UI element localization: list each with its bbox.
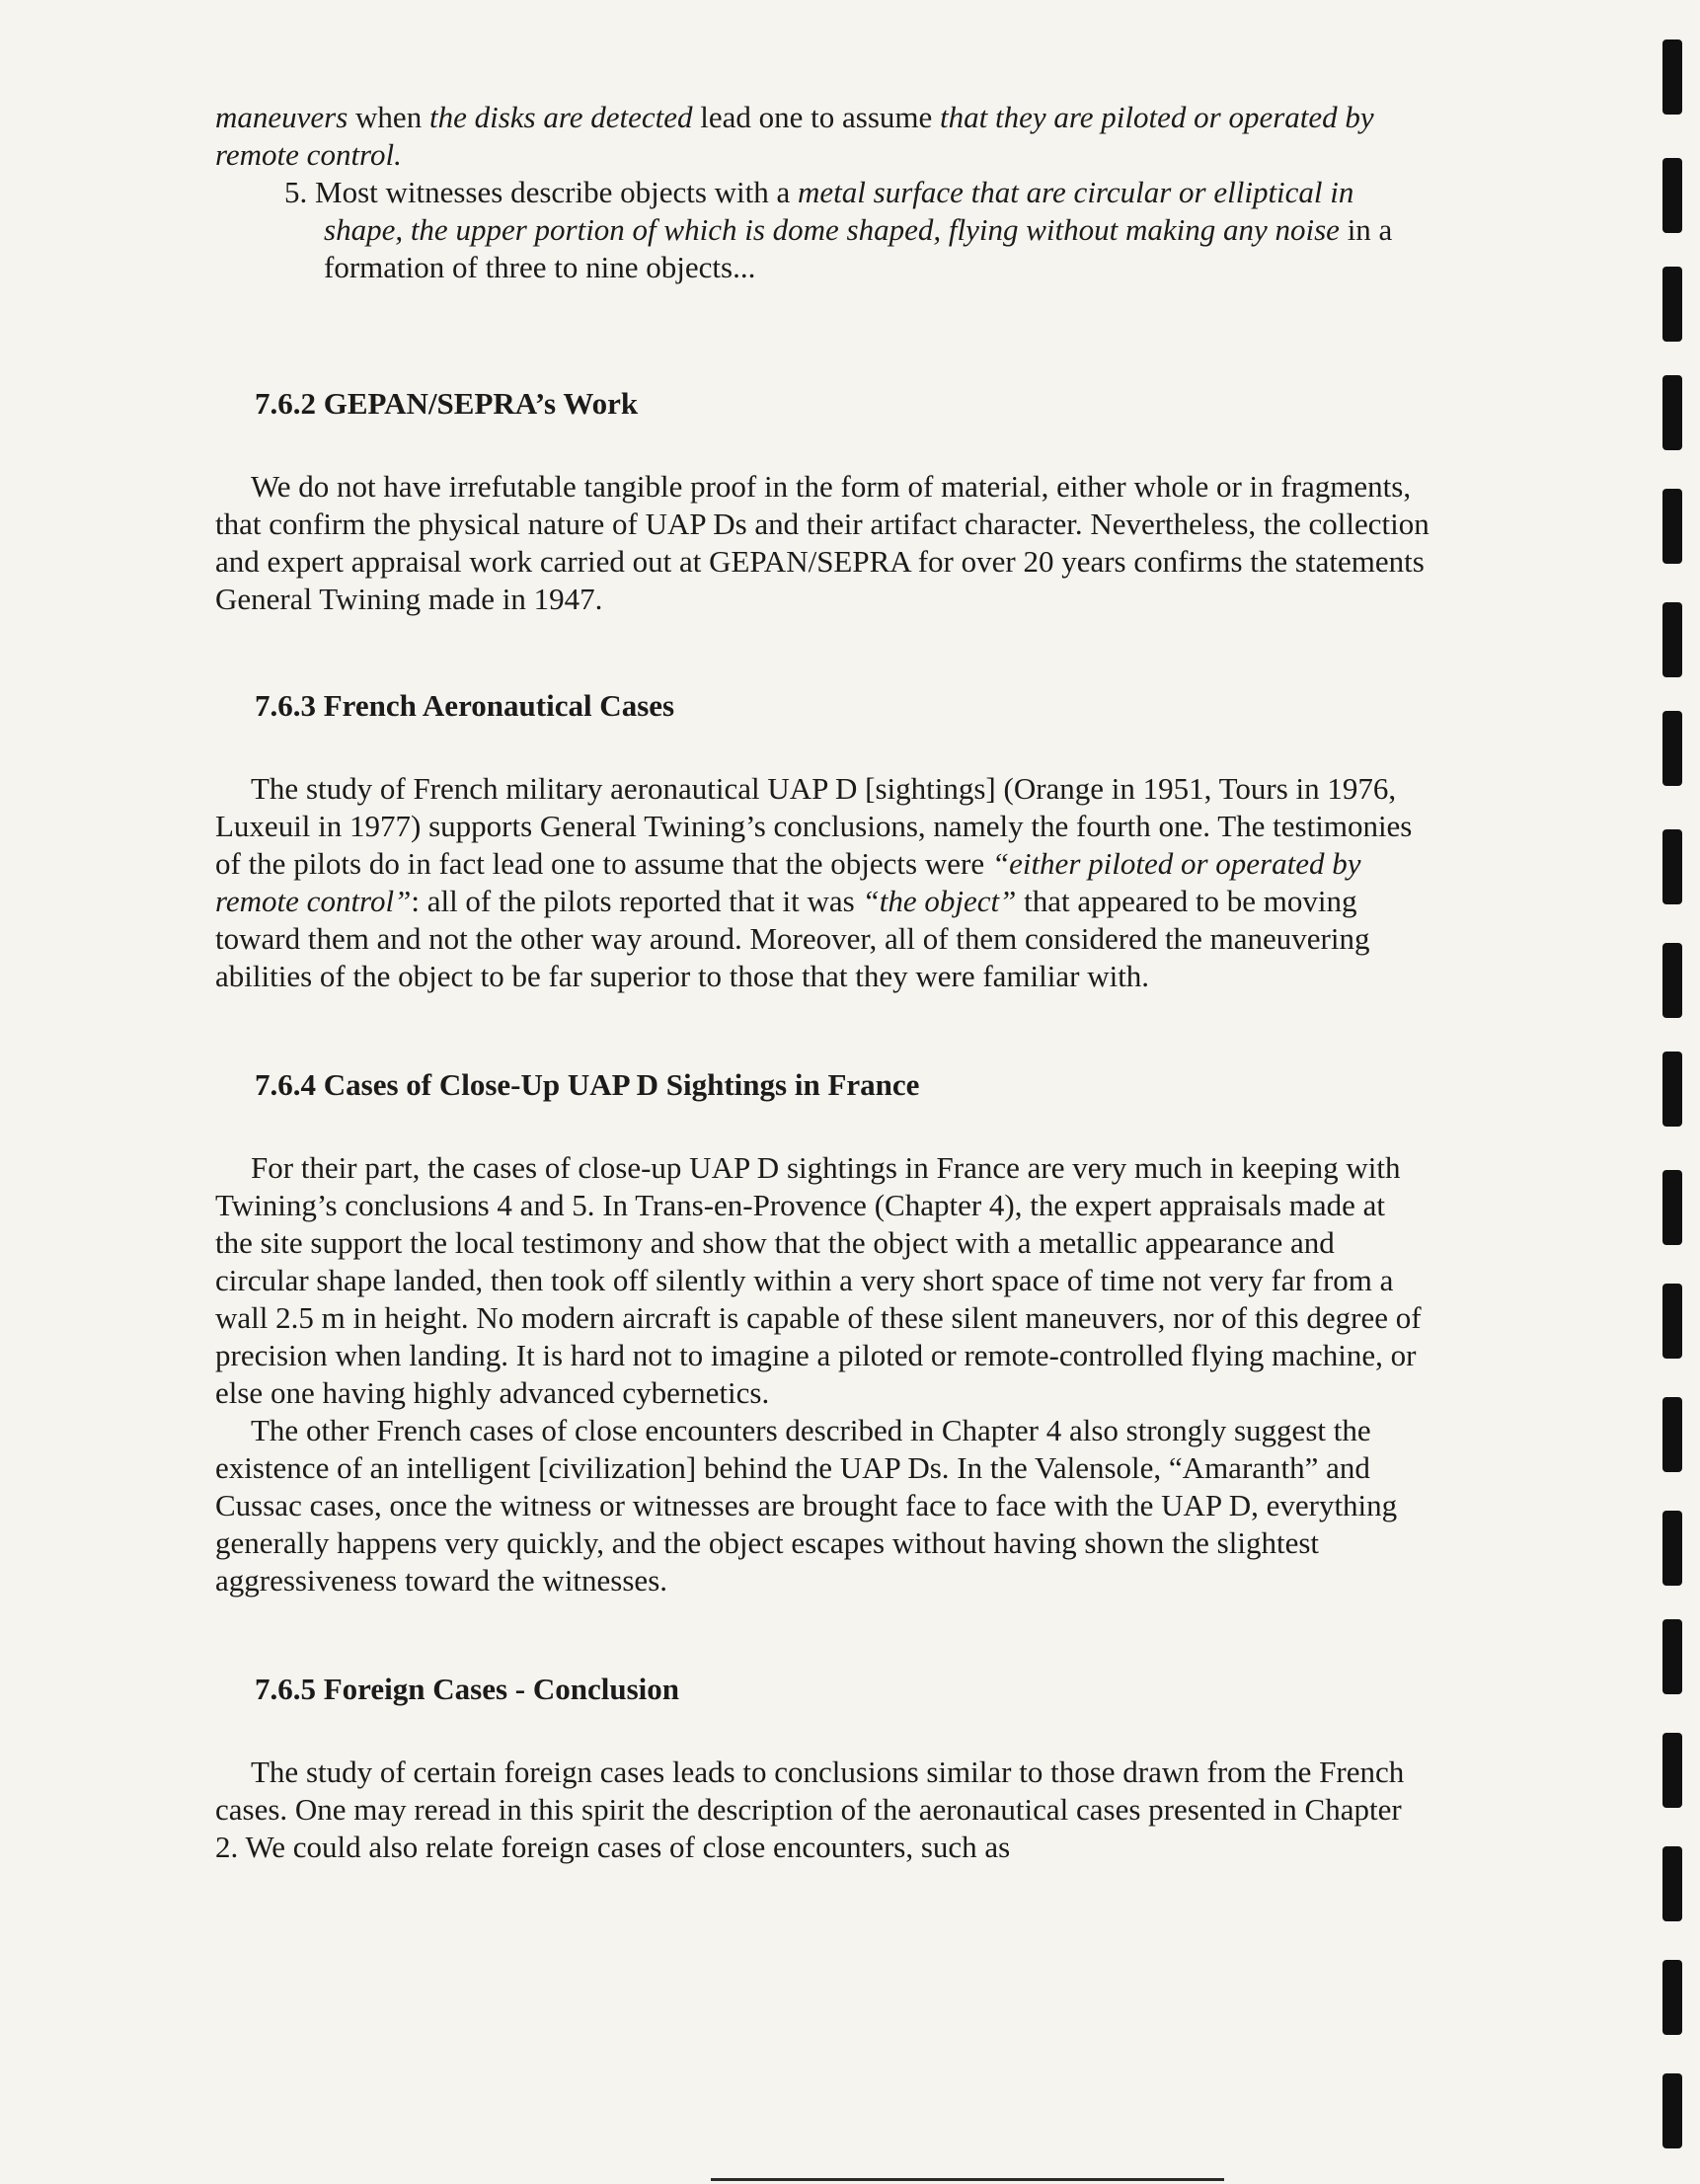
intro-text-2: lead one to assume — [692, 100, 941, 134]
list-item-italic: metal surface that are circular or elliptical in shape, the upper portion of which is dome shaped, flying without making any noise — [324, 175, 1354, 247]
section-7-6-2-paragraph: We do not have irrefutable tangible proof in the form of material, either whole or in fragments, that confirm the physical nature of UAP Ds and their artifact character. Nevertheless, the collection and expert appraisal work carried out at GEPAN/SEPRA for over 20 years confirms the statements General Twining made in 1947. — [215, 469, 1430, 616]
section-7-6-3-quote-1: “either piloted or operated by remote control” — [215, 846, 1361, 918]
section-7-6-3-quote-2: “the object” — [862, 884, 1017, 918]
section-7-6-3-paragraph — [215, 770, 1430, 995]
section-heading-7-6-3: 7.6.3 French Aeronautical Cases — [255, 688, 675, 723]
intro-paragraph — [215, 99, 1430, 174]
list-item-number: 5. — [284, 175, 315, 209]
section-heading-7-6-5: 7.6.5 Foreign Cases - Conclusion — [255, 1672, 680, 1706]
list-item-5 — [255, 174, 1430, 286]
section-7-6-3-text-1: The study of French military aeronautical UAP D [sightings] (Orange in 1951, Tours in 1976, Luxeuil in 1977) supports General Twining’s conclusions, namely the fourth one. The testimonies of the pilots do in fact lead one to assume that the objects were — [215, 771, 1413, 881]
intro-italic-piloted: that they are piloted or operated by remote control. — [215, 100, 1374, 172]
binding-holes — [1611, 0, 1700, 2184]
list-item-text-1: Most witnesses describe objects with a — [315, 175, 799, 209]
section-heading-7-6-4: 7.6.4 Cases of Close-Up UAP D Sightings in France — [255, 1067, 920, 1102]
section-7-6-3-text-3: that appeared to be moving toward them and not the other way around. Moreover, all of them considered the maneuvering abilities of the object to be far superior to those that they were familiar with. — [215, 884, 1370, 993]
intro-italic-disks: the disks are detected — [428, 100, 693, 134]
list-item-text-2: in a formation of three to nine objects... — [324, 212, 1393, 284]
page-content — [215, 99, 1430, 1866]
intro-italic-maneuvers: maneuvers — [215, 100, 348, 134]
section-heading-7-6-2: 7.6.2 GEPAN/SEPRA’s Work — [255, 386, 639, 421]
bottom-edge-line — [711, 2178, 1224, 2181]
section-7-6-3-text-2: : all of the pilots reported that it was — [411, 884, 863, 918]
intro-text-1: when — [348, 100, 429, 134]
section-7-6-5-paragraph: The study of certain foreign cases leads to conclusions similar to those drawn from the French cases. One may reread in this spirit the description of the aeronautical cases presented in Chapter 2. We could also relate foreign cases of close encounters, such as — [215, 1755, 1405, 1864]
section-7-6-4-paragraph-2: The other French cases of close encounters described in Chapter 4 also strongly suggest the existence of an intelligent [civilization] behind the UAP Ds. In the Valensole, “Amaranth” and Cussac cases, once the witness or witnesses are brought face to face with the UAP D, everything generally happens very quickly, and the object escapes without having shown the slightest aggressiveness toward the witnesses. — [215, 1413, 1398, 1598]
section-7-6-4-paragraph-1: For their part, the cases of close-up UAP D sightings in France are very much in keeping with Twining’s conclusions 4 and 5. In Trans-en-Provence (Chapter 4), the expert appraisals made at the site support the local testimony and show that the object with a metallic appearance and circular shape landed, then took off silently within a very short space of time not very far from a wall 2.5 m in height. No modern aircraft is capable of these silent maneuvers, nor of this degree of precision when landing. It is hard not to imagine a piloted or remote-controlled flying machine, or else one having highly advanced cybernetics. — [215, 1150, 1422, 1410]
